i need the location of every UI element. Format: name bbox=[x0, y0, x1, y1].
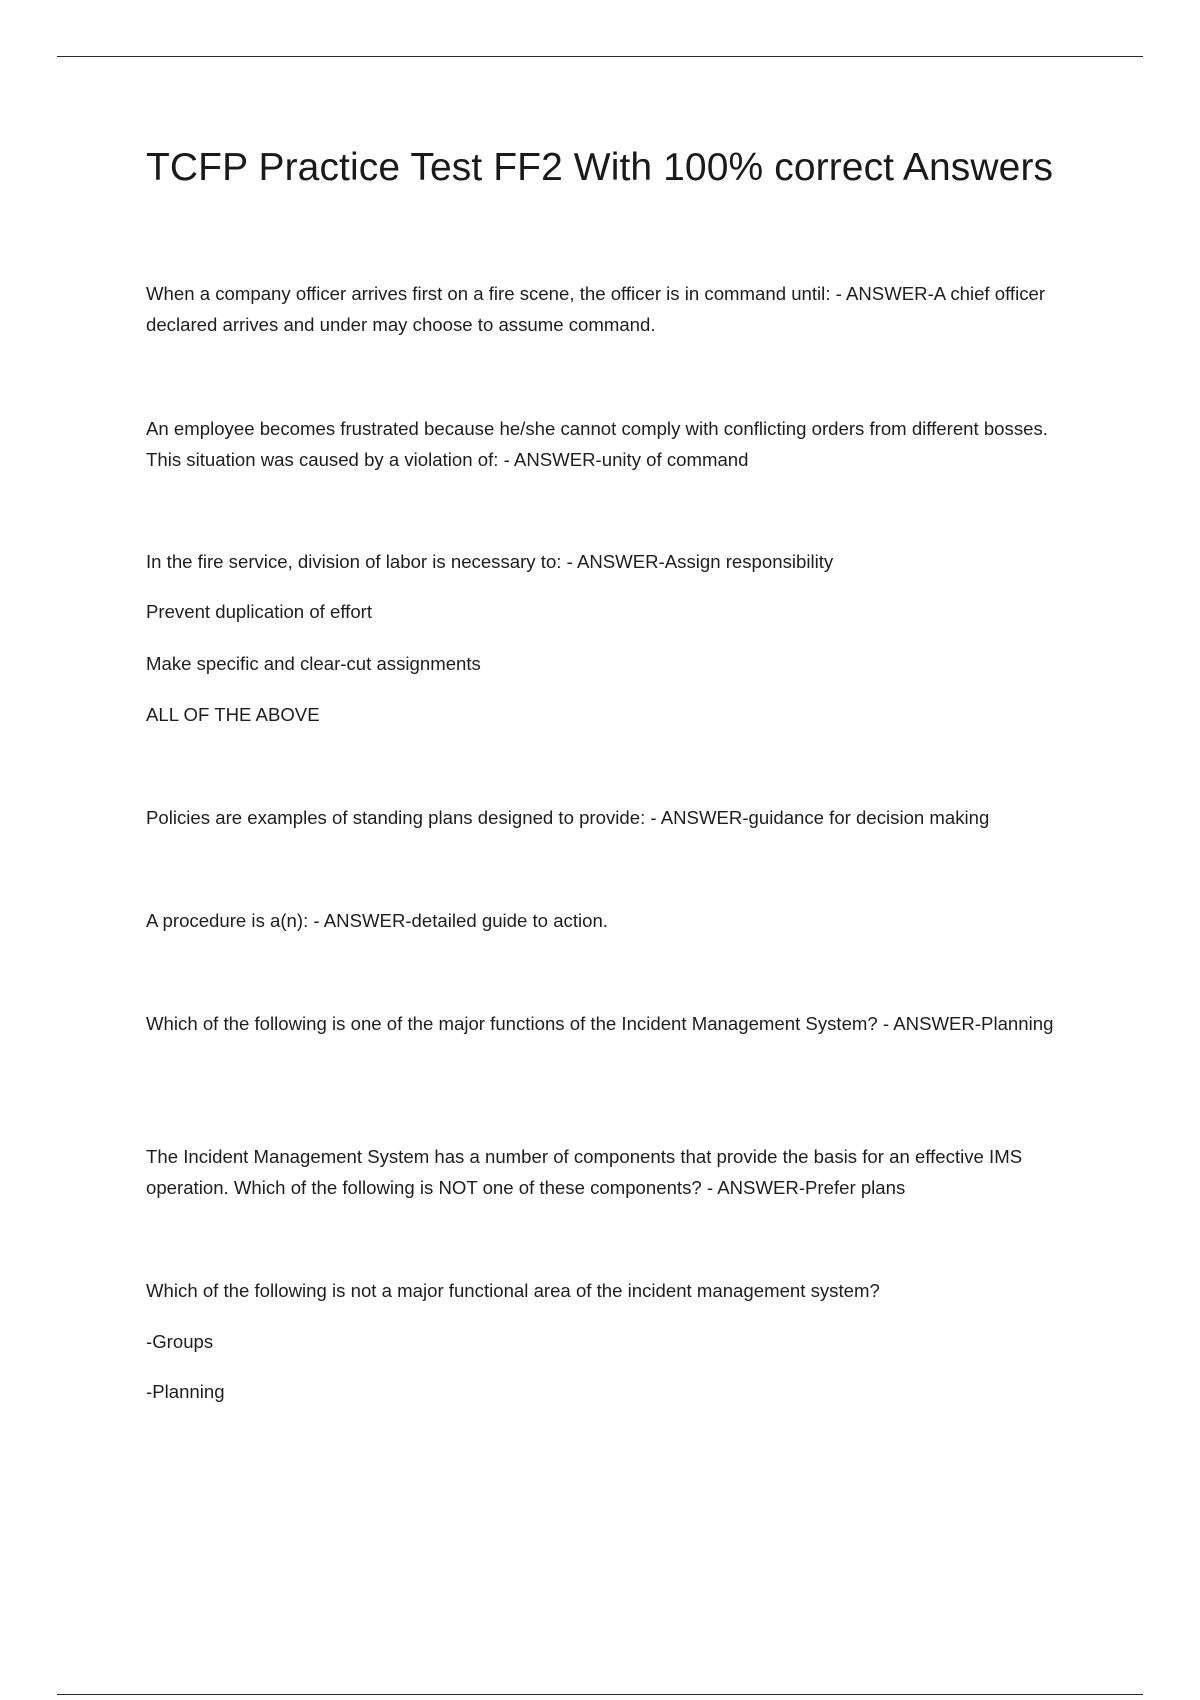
page-title: TCFP Practice Test FF2 With 100% correct Answers bbox=[146, 146, 1054, 189]
question-3: In the fire service, division of labor is necessary to: - ANSWER-Assign responsibility bbox=[146, 551, 834, 572]
question-2: An employee becomes frustrated because he/she cannot comply with conflicting orders from different bosses. This situation was caused by a violation of: - ANSWER-unity of command bbox=[146, 418, 1048, 470]
question-4: Policies are examples of standing plans designed to provide: - ANSWER-guidance for decision making bbox=[146, 807, 990, 828]
question-3-line-2: Make specific and clear-cut assignments bbox=[146, 653, 481, 674]
question-6: Which of the following is one of the major functions of the Incident Management System? - ANSWER-Planning bbox=[146, 1013, 1054, 1034]
question-7: The Incident Management System has a number of components that provide the basis for an effective IMS operation. Which of the following is NOT one of these components? - ANSWER-Prefer plans bbox=[146, 1146, 1023, 1198]
question-8: Which of the following is not a major functional area of the incident management system? bbox=[146, 1280, 880, 1301]
question-3-line-1: Prevent duplication of effort bbox=[146, 601, 373, 622]
question-8-option-1: -Groups bbox=[146, 1331, 214, 1352]
question-3-line-3: ALL OF THE ABOVE bbox=[146, 704, 320, 725]
question-8-option-2: -Planning bbox=[146, 1381, 225, 1402]
question-5: A procedure is a(n): - ANSWER-detailed guide to action. bbox=[146, 910, 608, 931]
footer-rule bbox=[57, 1694, 1143, 1695]
header-rule bbox=[57, 56, 1143, 57]
question-1: When a company officer arrives first on a fire scene, the officer is in command until: - ANSWER-A chief officer declared arrives and under may choose to assume command. bbox=[146, 283, 1046, 335]
